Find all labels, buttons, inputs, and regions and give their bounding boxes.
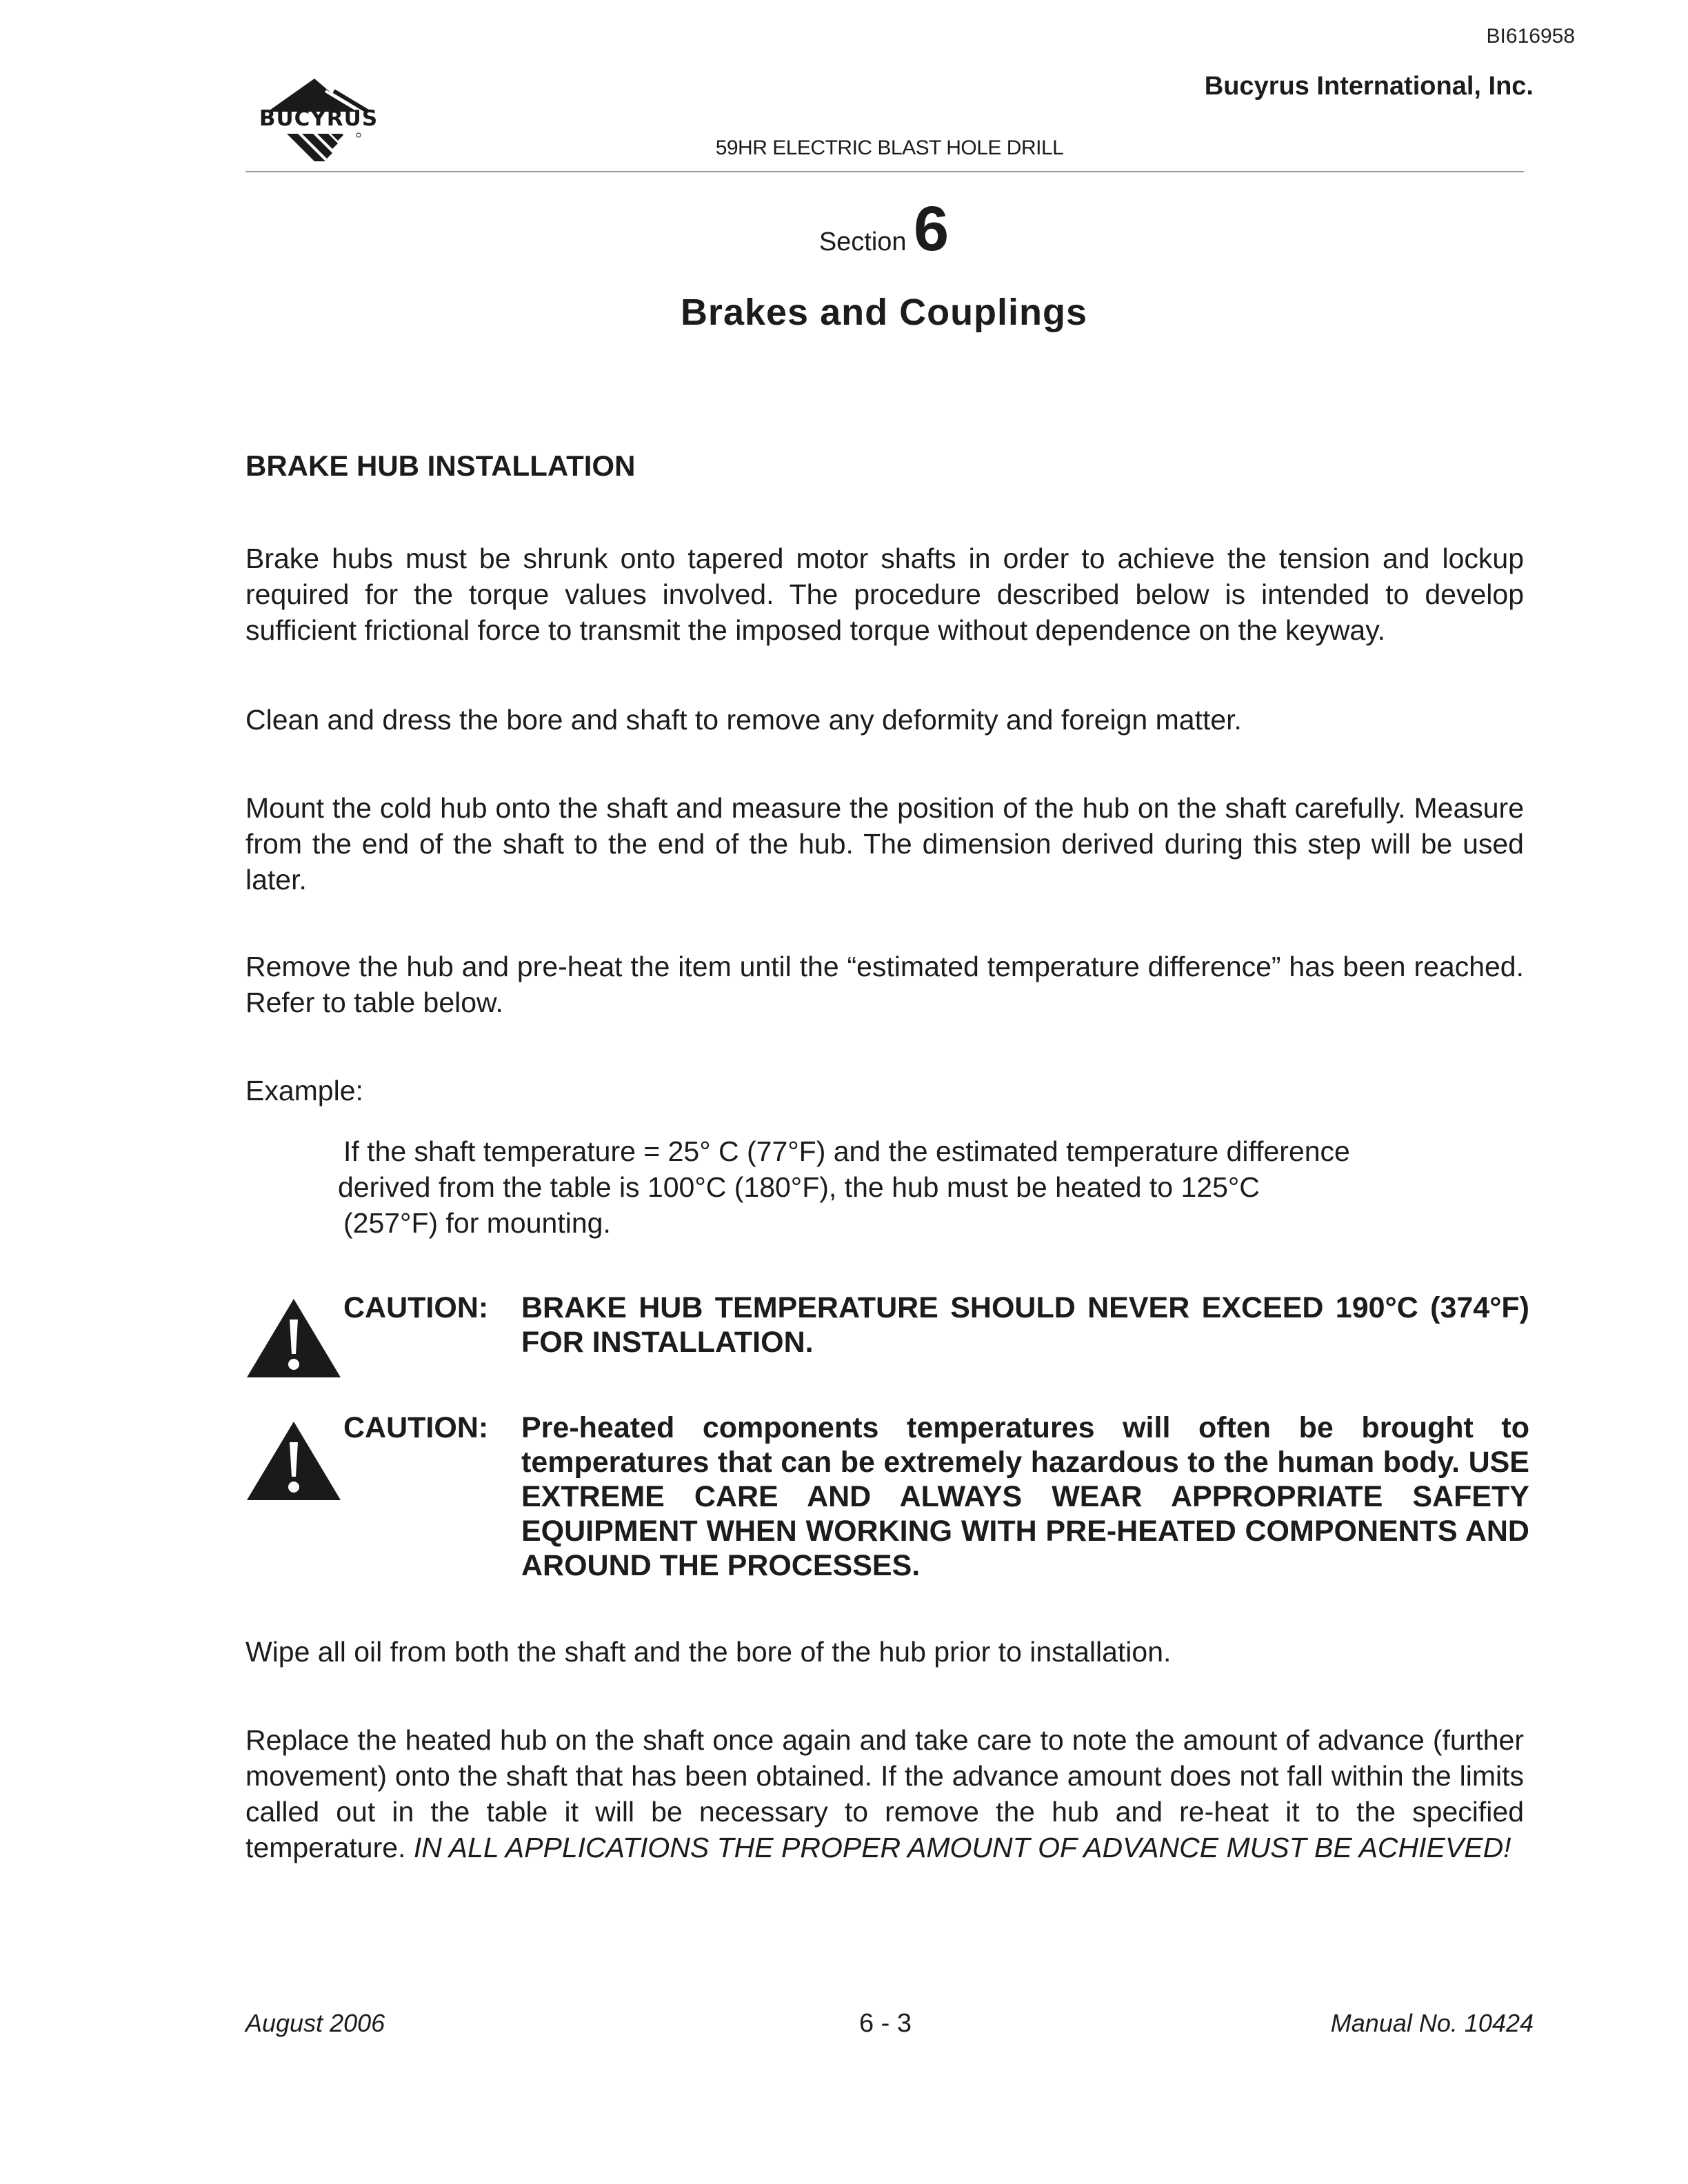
example-line-3: (257°F) for mounting. — [343, 1207, 611, 1239]
paragraph-wipe: Wipe all oil from both the shaft and the bore of the hub prior to installation. — [245, 1636, 1172, 1668]
subheading: BRAKE HUB INSTALLATION — [245, 449, 636, 482]
example-line-2: derived from the table is 100°C (180°F), the hub must be heated to 125°C — [338, 1171, 1260, 1203]
section-title: Brakes and Couplings — [680, 292, 1088, 333]
caution-label: CAUTION: — [343, 1411, 489, 1444]
document-id: BI616958 — [1486, 25, 1575, 48]
bucyrus-logo — [243, 76, 394, 165]
header-divider — [245, 171, 1524, 172]
paragraph-preheat: Remove the hub and pre-heat the item until the “estimated temperature difference” has been reached. Refer to table below. — [245, 951, 1524, 1018]
warning-triangle-icon — [245, 1297, 342, 1380]
paragraph-replace-text: Replace the heated hub on the shaft once again and take care to note the amount of advance (further movement) onto the shaft that has been obtained. If the advance amount does not fall within the limits called out in the table it will be necessary to remove the hub and re-heat it to the specified temperature. — [245, 1724, 1524, 1863]
footer-manual-number: Manual No. 10424 — [1330, 2009, 1534, 2037]
paragraph-replace-emphasis: IN ALL APPLICATIONS THE PROPER AMOUNT OF ADVANCE MUST BE ACHIEVED! — [413, 1832, 1511, 1863]
paragraph-intro: Brake hubs must be shrunk onto tapered motor shafts in order to achieve the tension and lockup required for the torque values involved. The procedure described below is intended to develop sufficient frictional force to transmit the imposed torque without dependence on the keyway. — [245, 543, 1524, 646]
section-number: 6 — [914, 194, 950, 264]
section-label: Section — [818, 228, 907, 256]
caution-text: Pre-heated components temperatures will often be brought to temperatures that can be extremely hazardous to the human body. USE EXTREME CARE AND ALWAYS WEAR APPROPRIATE SAFETY EQUIPMENT WHEN WORKING WITH PRE-HEATED COMPONENTS AND AROUND THE PROCESSES. — [521, 1411, 1529, 1582]
footer-date: August 2006 — [245, 2009, 385, 2037]
company-name: Bucyrus International, Inc. — [1204, 72, 1534, 101]
section-heading — [0, 193, 1688, 265]
caution-label: CAUTION: — [343, 1291, 489, 1324]
caution-box — [245, 1410, 1528, 1590]
example-line-1: If the shaft temperature = 25° C (77°F) and the estimated temperature difference — [343, 1135, 1350, 1167]
footer-page-number: 6 - 3 — [858, 2009, 912, 2038]
manual-title: 59HR ELECTRIC BLAST HOLE DRILL — [715, 136, 1064, 159]
warning-triangle-icon — [245, 1420, 342, 1503]
example-label: Example: — [245, 1075, 363, 1106]
paragraph-clean: Clean and dress the bore and shaft to remove any deformity and foreign matter. — [245, 704, 1242, 736]
paragraph-replace — [245, 1722, 1524, 1866]
caution-box — [245, 1291, 1528, 1380]
paragraph-mount: Mount the cold hub onto the shaft and measure the position of the hub on the shaft carefully. Measure from the end of the shaft to the end of the hub. The dimension derived during this step will be used later. — [245, 792, 1524, 896]
logo-wordmark: BUCYRUS — [259, 106, 379, 131]
caution-text: BRAKE HUB TEMPERATURE SHOULD NEVER EXCEED 190°C (374°F) FOR INSTALLATION. — [521, 1291, 1529, 1359]
